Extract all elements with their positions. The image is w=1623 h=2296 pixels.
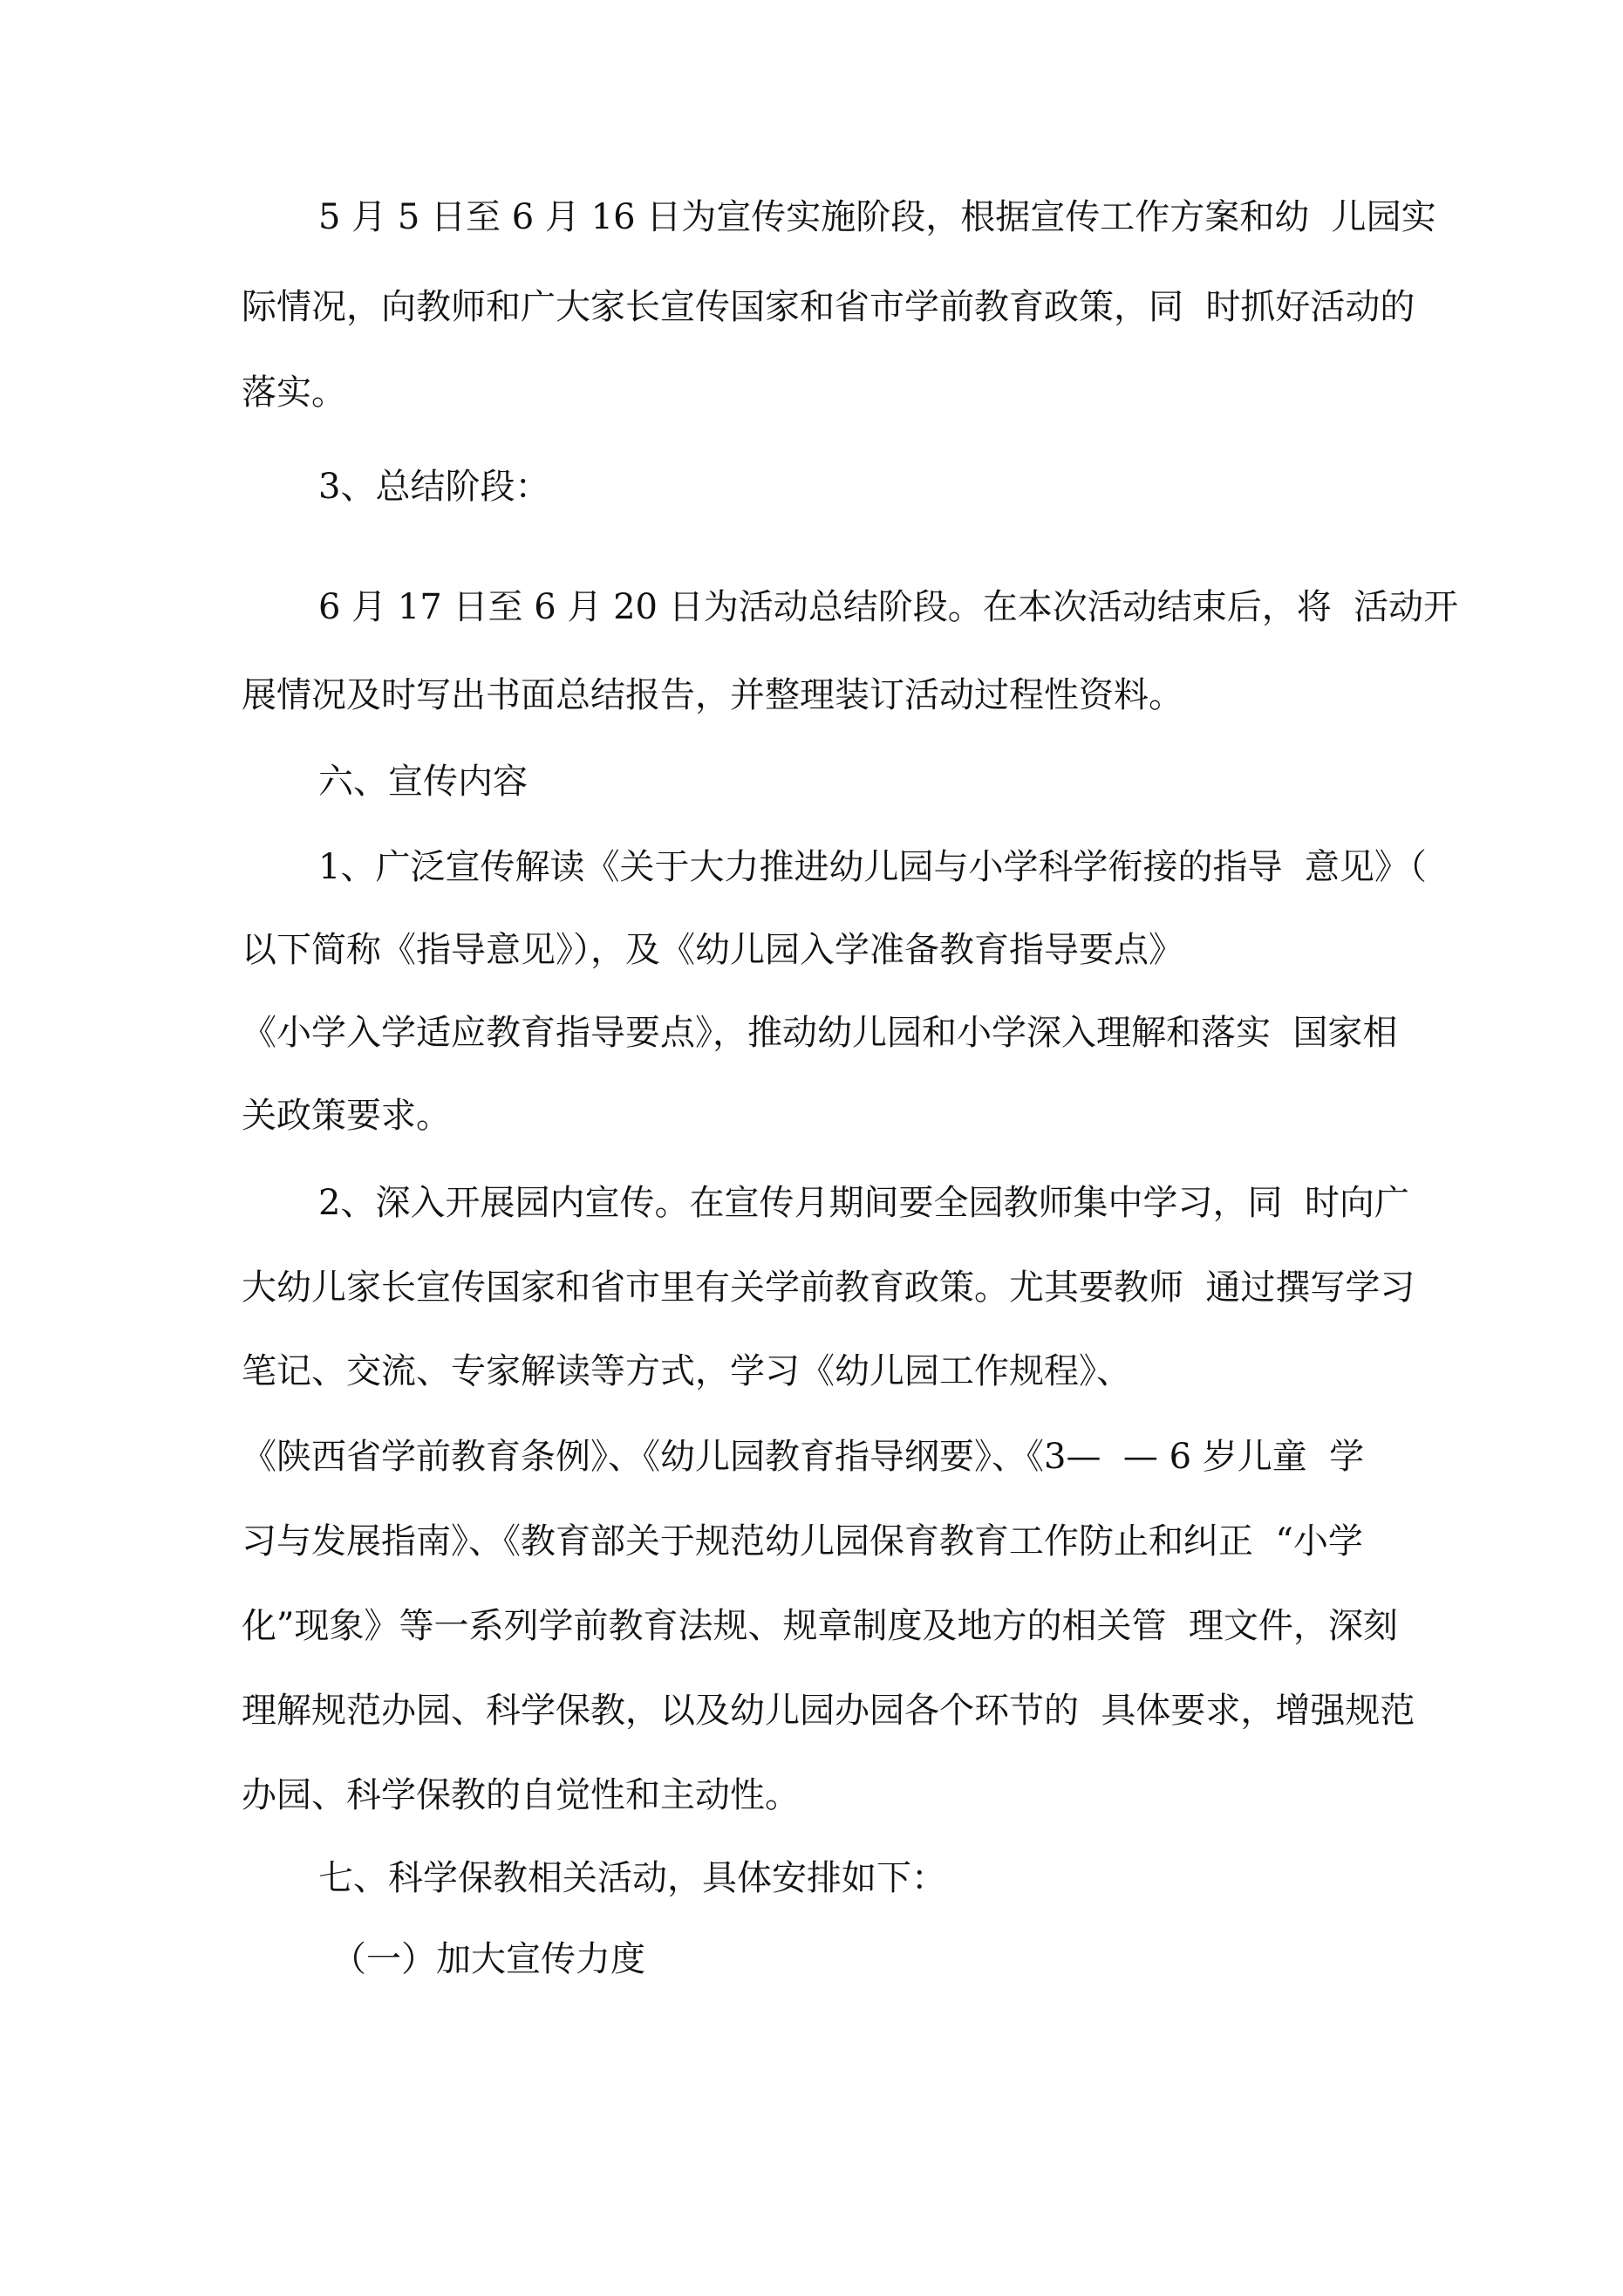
text-line: 办园、科学保教的自觉性和主动性。 [242,1775,800,1815]
text-line: 以下简称《指导意见》），及《幼儿园入学准备教育指导要点》 [242,930,1183,970]
text-line: 2、深入开展园内宣传。在宣传月期间要全园教师集中学习，同 时向广 [318,1183,1409,1223]
text-line: 习与发展指南》、《教育部关于规范幼儿园保育教育工作防止和纠正 “小学 [242,1521,1363,1561]
text-line: 6 月 17 日至 6 月 20 日为活动总结阶段。在本次活动结束后，将 活动开 [318,587,1459,627]
text-line: 《小学入学适应教育指导要点》，推动幼儿园和小学深入理解和落实 国家相 [242,1013,1398,1053]
text-line: 笔记、交流、专家解读等方式，学习《幼儿园工作规程》、 [242,1351,1131,1391]
text-line: 际情况，向教师和广大家长宣传国家和省市学前教育政策，同 时抓好活动的 [242,287,1415,327]
text-line: 《陕西省学前教育条例》、《幼儿园教育指导纲要》、《3— — 6 岁儿童 学 [242,1437,1365,1477]
text-line: 化”现象》等一系列学前教育法规、规章制度及地方的相关管 理文件，深刻 [242,1606,1398,1646]
text-line: 关政策要求。 [242,1096,451,1136]
text-line: 理解规范办园、科学保教，以及幼儿园办园各个环节的 具体要求，增强规范 [242,1691,1415,1731]
text-line: 3、总结阶段： [318,467,550,507]
text-line: 七、科学保教相关活动，具体安排如下： [318,1858,946,1898]
text-line: （一）加大宣传力度 [331,1939,645,1979]
text-line: 5 月 5 日至 6 月 16 日为宣传实施阶段，根据宣传工作方案和幼 儿园实 [318,197,1436,237]
text-line: 1、广泛宣传解读《关于大力推进幼儿园与小学科学衔接的指导 意见》（ [318,847,1427,887]
text-line: 六、宣传内容 [318,762,528,802]
text-line: 展情况及时写出书面总结报告，并整理装订活动过程性资料。 [242,675,1183,715]
text-line: 大幼儿家长宣传国家和省市里有关学前教育政策。尤其要教师 通过撰写学习 [242,1268,1415,1308]
text-line: 落实。 [242,372,346,413]
